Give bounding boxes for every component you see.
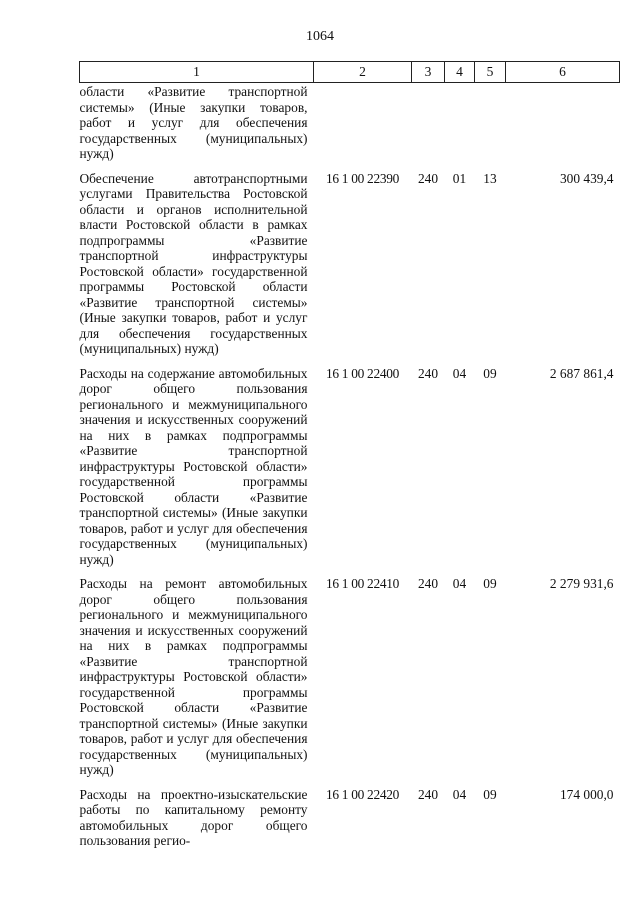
row-description: области «Развитие транспортной системы» (Иные закупки товаров, работ и услуг для обеспечения государственных (муниципальных) нужд) xyxy=(79,84,308,161)
row-expense-type: 240 xyxy=(417,170,439,186)
row-subsection: 09 xyxy=(483,365,497,381)
row-amount: 300 439,4 xyxy=(559,170,614,186)
row-amount: 2 279 931,6 xyxy=(549,576,614,591)
table-row xyxy=(80,166,620,361)
table-row xyxy=(80,83,620,166)
page-number: 1064 xyxy=(306,29,334,44)
row-description: Расходы на проектно-изыскательские работы по капитальному ремонту автомобильных дорог общего пользования регио- xyxy=(79,786,308,848)
row-section: 04 xyxy=(452,576,467,591)
row-expense-type xyxy=(412,83,445,166)
row-target-code: 16 1 00 22390 xyxy=(325,170,400,186)
row-target-code: 16 1 00 22410 xyxy=(325,576,400,591)
column-header-3: 3 xyxy=(412,62,445,83)
row-amount: 2 687 861,4 xyxy=(549,365,614,381)
row-description: Расходы на содержание автомобильных дорог общего пользования регионального и межмуниципального значения и искусственных сооружений на них в рамках подпрограммы «Развитие транспортной инфраструктуры Ростовской области» государственной программы Ростовской области «Развитие транспортной системы» (Иные закупки товаров, работ и услуг для обеспечения государственных (муниципальных) нужд) xyxy=(79,365,308,567)
column-header-4: 4 xyxy=(445,62,475,83)
row-subsection xyxy=(475,83,506,166)
row-section: 04 xyxy=(452,786,467,802)
table-header-row xyxy=(80,62,620,83)
table-row xyxy=(80,361,620,572)
row-subsection: 09 xyxy=(483,786,497,802)
row-expense-type: 240 xyxy=(417,786,439,802)
row-amount xyxy=(506,83,620,166)
row-expense-type: 240 xyxy=(417,576,439,591)
row-section: 04 xyxy=(452,365,467,381)
column-header-2: 2 xyxy=(314,62,412,83)
table-row xyxy=(80,571,620,782)
row-target-code: 16 1 00 22420 xyxy=(325,786,400,802)
row-section: 01 xyxy=(452,170,467,186)
column-header-5: 5 xyxy=(475,62,506,83)
row-expense-type: 240 xyxy=(417,365,439,381)
column-header-1: 1 xyxy=(80,62,314,83)
column-header-6: 6 xyxy=(506,62,620,83)
row-target-code: 16 1 00 22400 xyxy=(325,365,400,381)
row-description: Расходы на ремонт автомобильных дорог общего пользования регионального и межмуниципального значения и искусственных сооружений на них в рамках подпрограммы «Развитие транспортной инфраструктуры Ростовской области» государственной программы Ростовской области «Развитие транспортной системы» (Иные закупки товаров, работ и услуг для обеспечения государственных (муниципальных) нужд) xyxy=(79,576,308,777)
row-description: Обеспечение автотранспортными услугами Правительства Ростовской области и органов исполнительной власти Ростовской области в рамках подпрограммы «Развитие транспортной инфраструктуры Ростовской области» государственной программы Ростовской области «Развитие транспортной системы» (Иные закупки товаров, работ и услуг для обеспечения государственных (муниципальных) нужд) xyxy=(79,170,308,356)
row-section xyxy=(445,83,475,166)
row-amount: 174 000,0 xyxy=(559,786,614,802)
table-row xyxy=(80,782,620,853)
row-target-code xyxy=(314,83,412,166)
row-subsection: 09 xyxy=(483,576,497,591)
row-subsection: 13 xyxy=(483,170,497,186)
budget-table xyxy=(79,61,620,853)
